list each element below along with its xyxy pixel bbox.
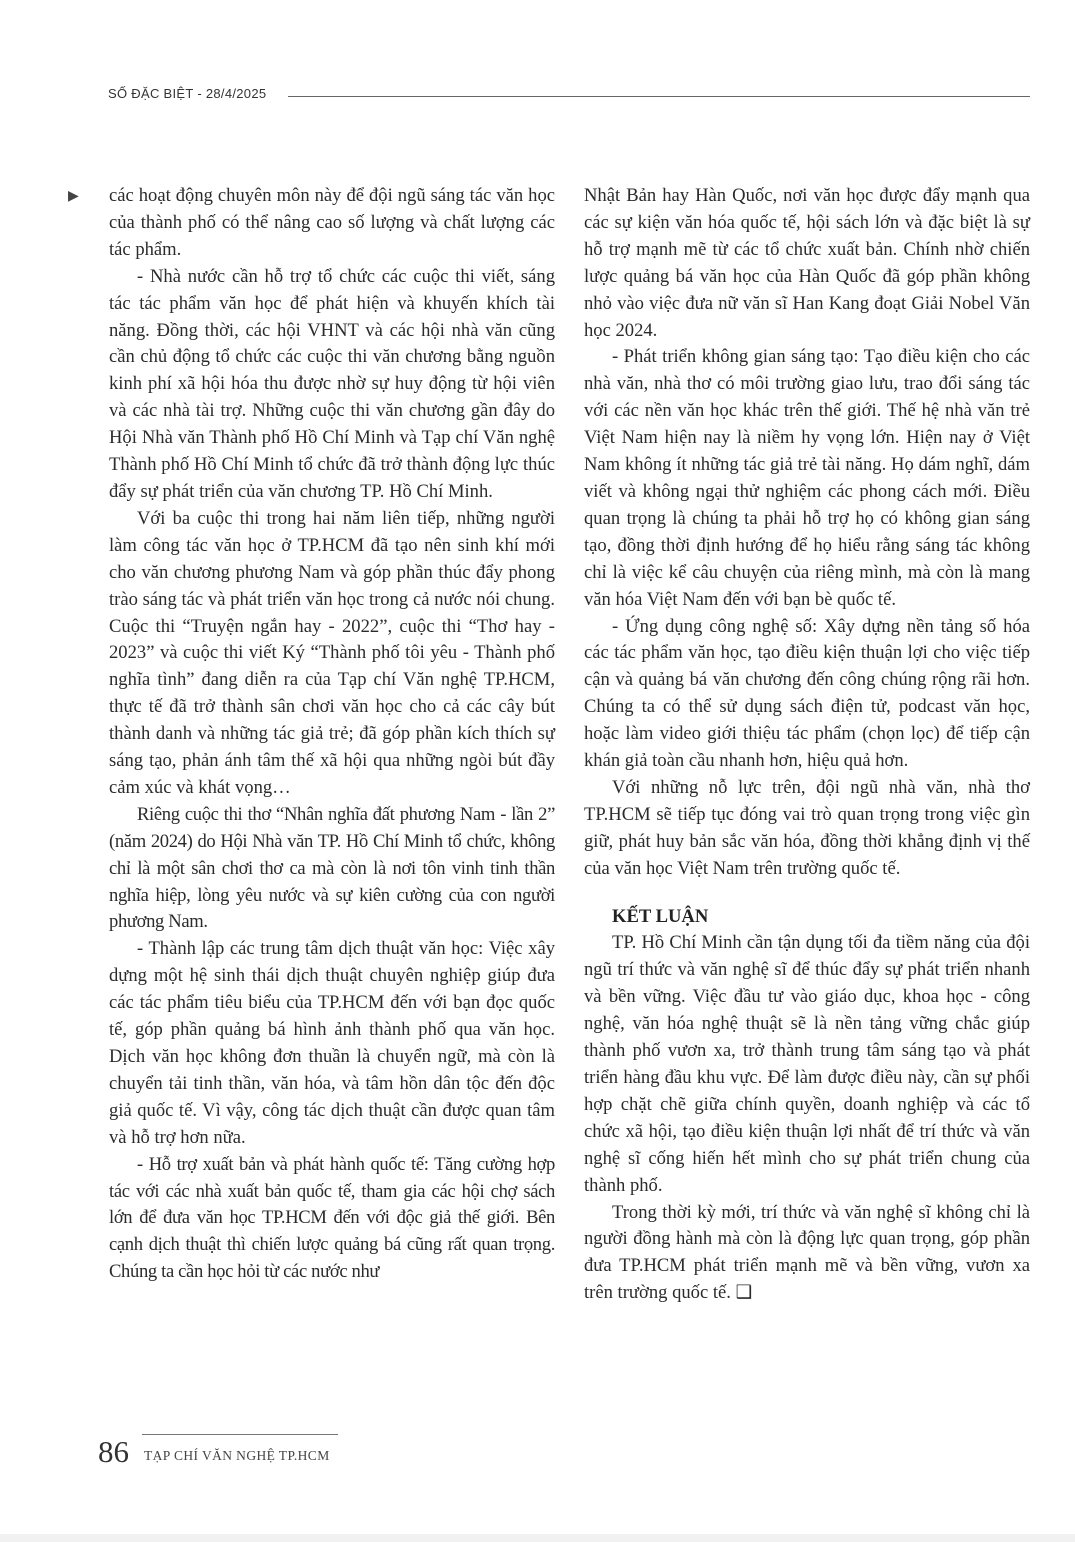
page-header <box>108 86 1030 108</box>
paragraph: Với ba cuộc thi trong hai năm liên tiếp, những người làm công tác văn học ở TP.HCM đã tạo nên sinh khí mới cho văn chương phương Nam và góp phần thúc đẩy phong trào sáng tác và phát triển văn học trong cả nước nói chung. Cuộc thi “Truyện ngắn hay - 2022”, cuộc thi “Thơ hay - 2023” và cuộc thi viết Ký “Thành phố tôi yêu - Thành phố nghĩa tình” đang diễn ra của Tạp chí Văn nghệ TP.HCM, thực tế đã trở thành sân chơi văn học cho cả các cây bút thành danh và những tác giả trẻ; đã góp phần kích thích sự sáng tạo, phản ánh tâm thế xã hội qua những ngòi bút đầy cảm xúc và khát vọng… <box>109 507 555 798</box>
paragraph: - Ứng dụng công nghệ số: Xây dựng nền tảng số hóa các tác phẩm văn học, tạo điều kiện thuận lợi cho việc tiếp cận và quảng bá văn chương đến công chúng rộng rãi hơn. Chúng ta có thể sử dụng sách điện tử, podcast văn học, hoặc làm video giới thiệu tác phẩm (chọn lọc) để tiếp cận khán giả toàn cầu nhanh hơn, hiệu quả hơn. <box>584 615 1030 772</box>
triangle-right-icon: ▶ <box>68 188 79 204</box>
paragraph: Với những nỗ lực trên, đội ngũ nhà văn, nhà thơ TP.HCM sẽ tiếp tục đóng vai trò quan trọng trong việc gìn giữ, phát huy bản sắc văn hóa, đồng thời khẳng định vị thế của văn học Việt Nam trên trường quốc tế. <box>584 776 1030 879</box>
bottom-bar <box>0 1534 1075 1542</box>
page-footer <box>98 1432 398 1472</box>
paragraph: Nhật Bản hay Hàn Quốc, nơi văn học được đẩy mạnh qua các sự kiện văn hóa quốc tế, hội sách lớn và đặc biệt là sự hỗ trợ mạnh mẽ từ các tổ chức xuất bản. Chính nhờ chiến lược quảng bá văn học của Hàn Quốc đã góp phần không nhỏ vào việc đưa nữ văn sĩ Han Kang đoạt Giải Nobel Văn học 2024. <box>584 185 1030 341</box>
paragraph: - Nhà nước cần hỗ trợ tổ chức các cuộc thi viết, sáng tác tác phẩm văn học để phát hiện và khuyến khích tài năng. Đồng thời, các hội VHNT và các hội nhà văn cũng cần chủ động tổ chức các cuộc thi văn chương bằng nguồn kinh phí xã hội hóa thu được nhờ sự huy động từ hội viên và các nhà tài trợ. Những cuộc thi văn chương gần đây do Hội Nhà văn Thành phố Hồ Chí Minh và Tạp chí Văn nghệ Thành phố Hồ Chí Minh tổ chức đã trở thành động lực thúc đẩy sự phát triển của văn chương TP. Hồ Chí Minh. <box>109 265 555 502</box>
left-column <box>109 183 555 1286</box>
paragraph: Trong thời kỳ mới, trí thức và văn nghệ sĩ không chỉ là người đồng hành mà còn là động lực quan trọng, góp phần đưa TP.HCM phát triển mạnh mẽ và bền vững, vươn xa trên trường quốc tế. ❑ <box>584 1201 1030 1304</box>
magazine-name: TẠP CHÍ VĂN NGHỆ TP.HCM <box>144 1448 330 1463</box>
page-number: 86 <box>98 1434 129 1469</box>
paragraph: Riêng cuộc thi thơ “Nhân nghĩa đất phương Nam - lần 2” (năm 2024) do Hội Nhà văn TP. Hồ Chí Minh tổ chức, không chỉ là một sân chơi thơ ca mà còn là nơi tôn vinh tinh thần nghĩa hiệp, lòng yêu nước và sự kiên cường của con người phương Nam. <box>109 803 555 933</box>
paragraph: - Thành lập các trung tâm dịch thuật văn học: Việc xây dựng một hệ sinh thái dịch thuật chuyên nghiệp giúp đưa các tác phẩm tiêu biểu của TP.HCM đến với bạn đọc quốc tế, góp phần quảng bá hình ảnh thành phố qua văn học. Dịch văn học không đơn thuần là chuyển ngữ, mà còn là chuyển tải tinh thần, văn hóa, và tâm hồn dân tộc đến độc giả quốc tế. Vì vậy, công tác dịch thuật cần được quan tâm và hỗ trợ hơn nữa. <box>109 938 555 1148</box>
footer-rule <box>142 1434 338 1435</box>
issue-label: SỐ ĐẶC BIỆT - 28/4/2025 <box>108 86 267 101</box>
paragraph: các hoạt động chuyên môn này để đội ngũ sáng tác văn học của thành phố có thể nâng cao số lượng và chất lượng các tác phẩm. <box>109 185 555 260</box>
paragraph: TP. Hồ Chí Minh cần tận dụng tối đa tiềm năng của đội ngũ trí thức và văn nghệ sĩ để thúc đẩy sự phát triển nhanh và bền vững. Việc đầu tư vào giáo dục, khoa học - công nghệ, văn hóa nghệ thuật sẽ là nền tảng vững chắc giúp thành phố vươn xa, trở thành trung tâm sáng tạo và phát triển hàng đầu khu vực. Để làm được điều này, cần sự phối hợp chặt chẽ giữa chính quyền, doanh nghiệp và các tổ chức xã hội, tạo điều kiện thuận lợi nhất để trí thức và văn nghệ sĩ cống hiến hết mình cho sự phát triển chung của thành phố. <box>584 932 1030 1196</box>
section-heading: KẾT LUẬN <box>612 905 709 927</box>
header-rule <box>288 96 1030 97</box>
paragraph: - Hỗ trợ xuất bản và phát hành quốc tế: Tăng cường hợp tác với các nhà xuất bản quốc tế, tham gia các hội chợ sách lớn để đưa văn học TP.HCM đến với độc giả thế giới. Bên cạnh dịch thuật thì chiến lược quảng bá cũng rất quan trọng. Chúng ta cần học hỏi từ các nước như <box>109 1153 555 1283</box>
right-column <box>584 183 1030 1307</box>
paragraph: - Phát triển không gian sáng tạo: Tạo điều kiện cho các nhà văn, nhà thơ có môi trường giao lưu, trao đổi sáng tác với các nền văn học khác trên thế giới. Thế hệ nhà văn trẻ Việt Nam hiện nay là niềm hy vọng lớn. Hiện nay ở Việt Nam không ít những tác giả trẻ tài năng. Họ dám nghĩ, dám viết và không ngại thử nghiệm các phong cách mới. Điều quan trọng là chúng ta phải hỗ trợ họ có không gian sáng tạo, đồng thời định hướng để họ hiểu rằng sáng tác không chỉ là việc kể câu chuyện của riêng mình, mà còn là mang văn hóa Việt Nam đến với bạn bè quốc tế. <box>584 346 1030 610</box>
